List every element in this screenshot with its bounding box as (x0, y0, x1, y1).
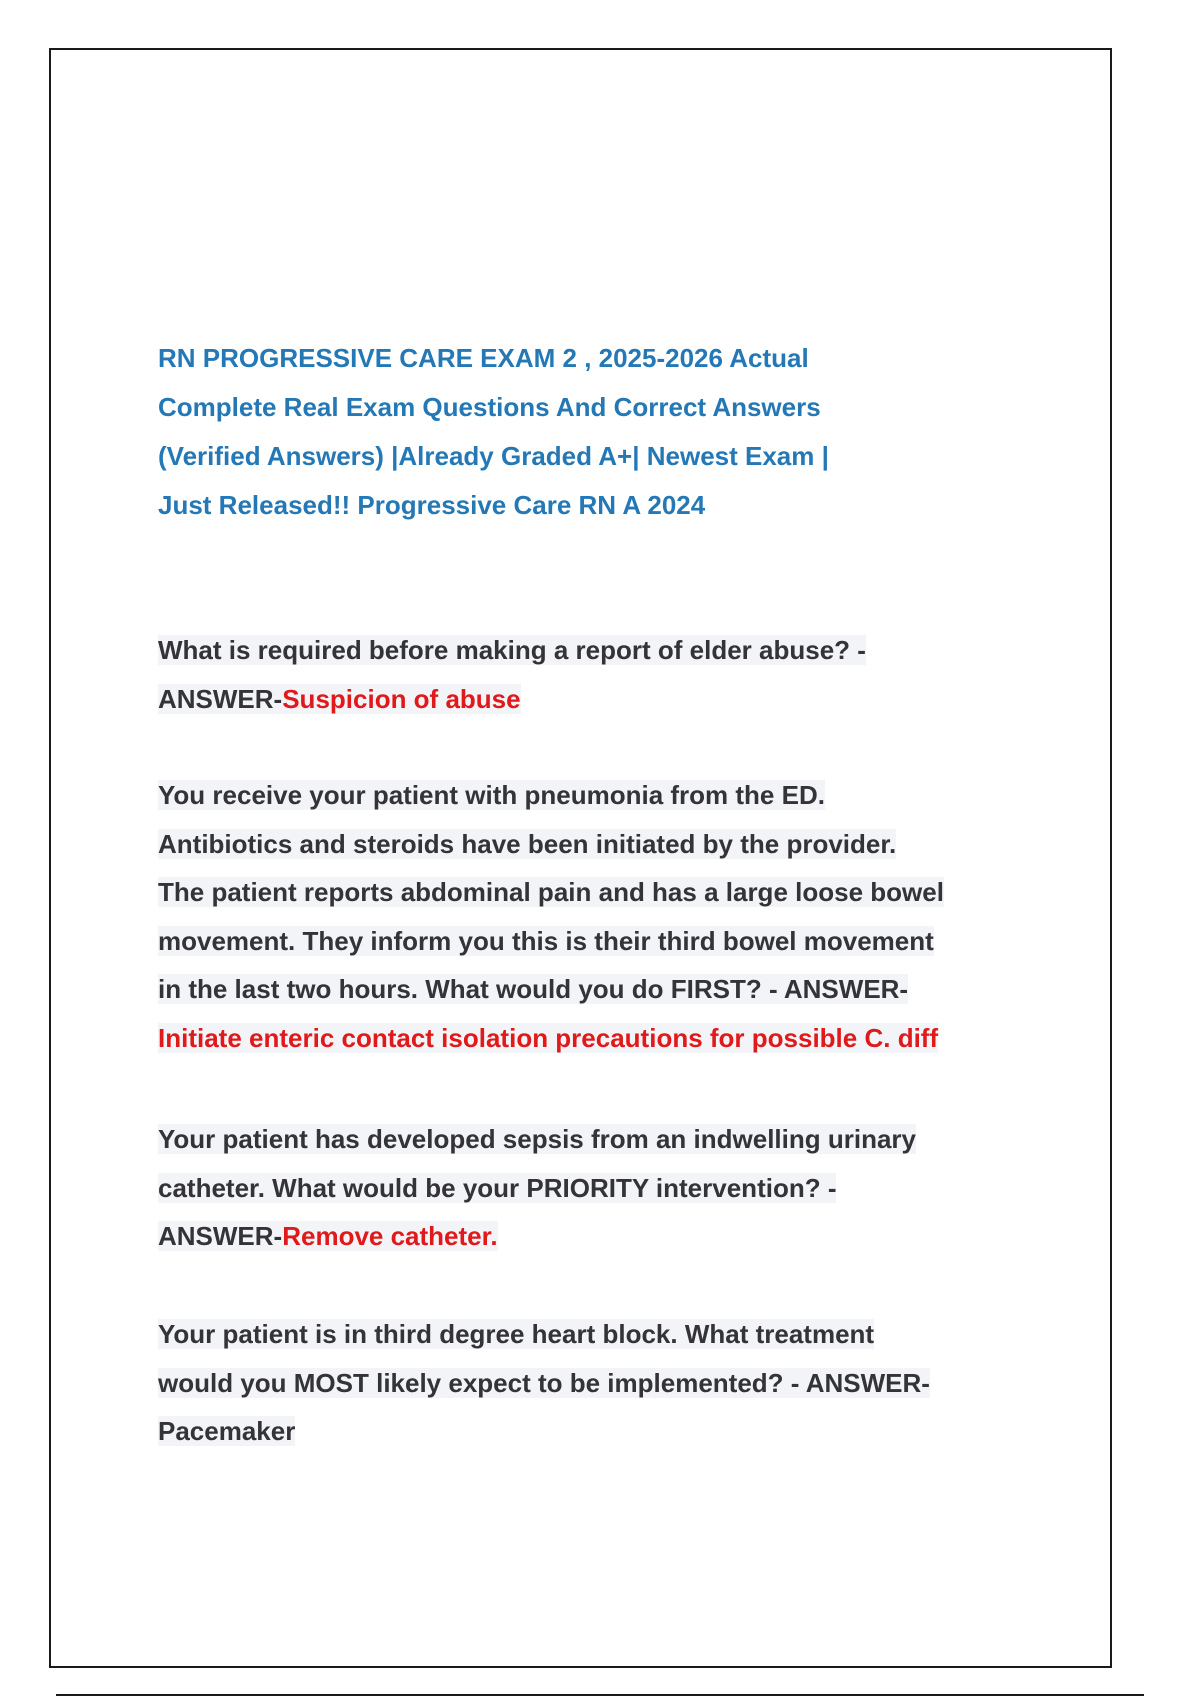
bottom-divider (56, 1694, 1144, 1696)
answer-text: Initiate enteric contact isolation precautions for possible C. diff (158, 1022, 939, 1053)
title-line: RN PROGRESSIVE CARE EXAM 2 , 2025-2026 Actual (158, 343, 809, 373)
question-line: Your patient is in third degree heart block. What treatment (158, 1319, 875, 1349)
answer-text: Remove catheter. (282, 1221, 498, 1251)
answer-line (158, 1212, 1058, 1261)
answer-line (158, 675, 1058, 724)
question-line: would you MOST likely expect to be implemented? - ANSWER- (158, 1367, 930, 1398)
title-line: Complete Real Exam Questions And Correct Answers (158, 392, 821, 422)
qa-item-pneumonia (158, 771, 1058, 1062)
answer-prefix: ANSWER- (158, 683, 283, 714)
qa-item-sepsis (158, 1115, 1058, 1261)
question-line: What is required before making a report of elder abuse? - (158, 635, 866, 665)
answer-line (158, 1014, 1058, 1063)
qa-item-elder-abuse (158, 626, 1058, 723)
question-line: Antibiotics and steroids have been initiated by the provider. (158, 828, 897, 859)
answer-prefix: ANSWER- (158, 1221, 283, 1251)
question-line: catheter. What would be your PRIORITY intervention? - (158, 1172, 837, 1203)
answer-line (158, 1407, 1058, 1456)
answer-text: Suspicion of abuse (282, 683, 521, 714)
document-title (158, 334, 918, 530)
title-line: (Verified Answers) |Already Graded A+| Newest Exam | (158, 441, 829, 471)
title-line: Just Released!! Progressive Care RN A 2024 (158, 490, 706, 520)
question-line: movement. They inform you this is their third bowel movement (158, 925, 934, 956)
question-line: in the last two hours. What would you do FIRST? - ANSWER- (158, 974, 909, 1004)
answer-text: Pacemaker (158, 1416, 296, 1446)
question-line: You receive your patient with pneumonia from the ED. (158, 780, 825, 810)
question-line: The patient reports abdominal pain and has a large loose bowel (158, 877, 944, 907)
qa-item-heart-block (158, 1310, 1058, 1456)
question-line: Your patient has developed sepsis from an indwelling urinary (158, 1124, 917, 1154)
